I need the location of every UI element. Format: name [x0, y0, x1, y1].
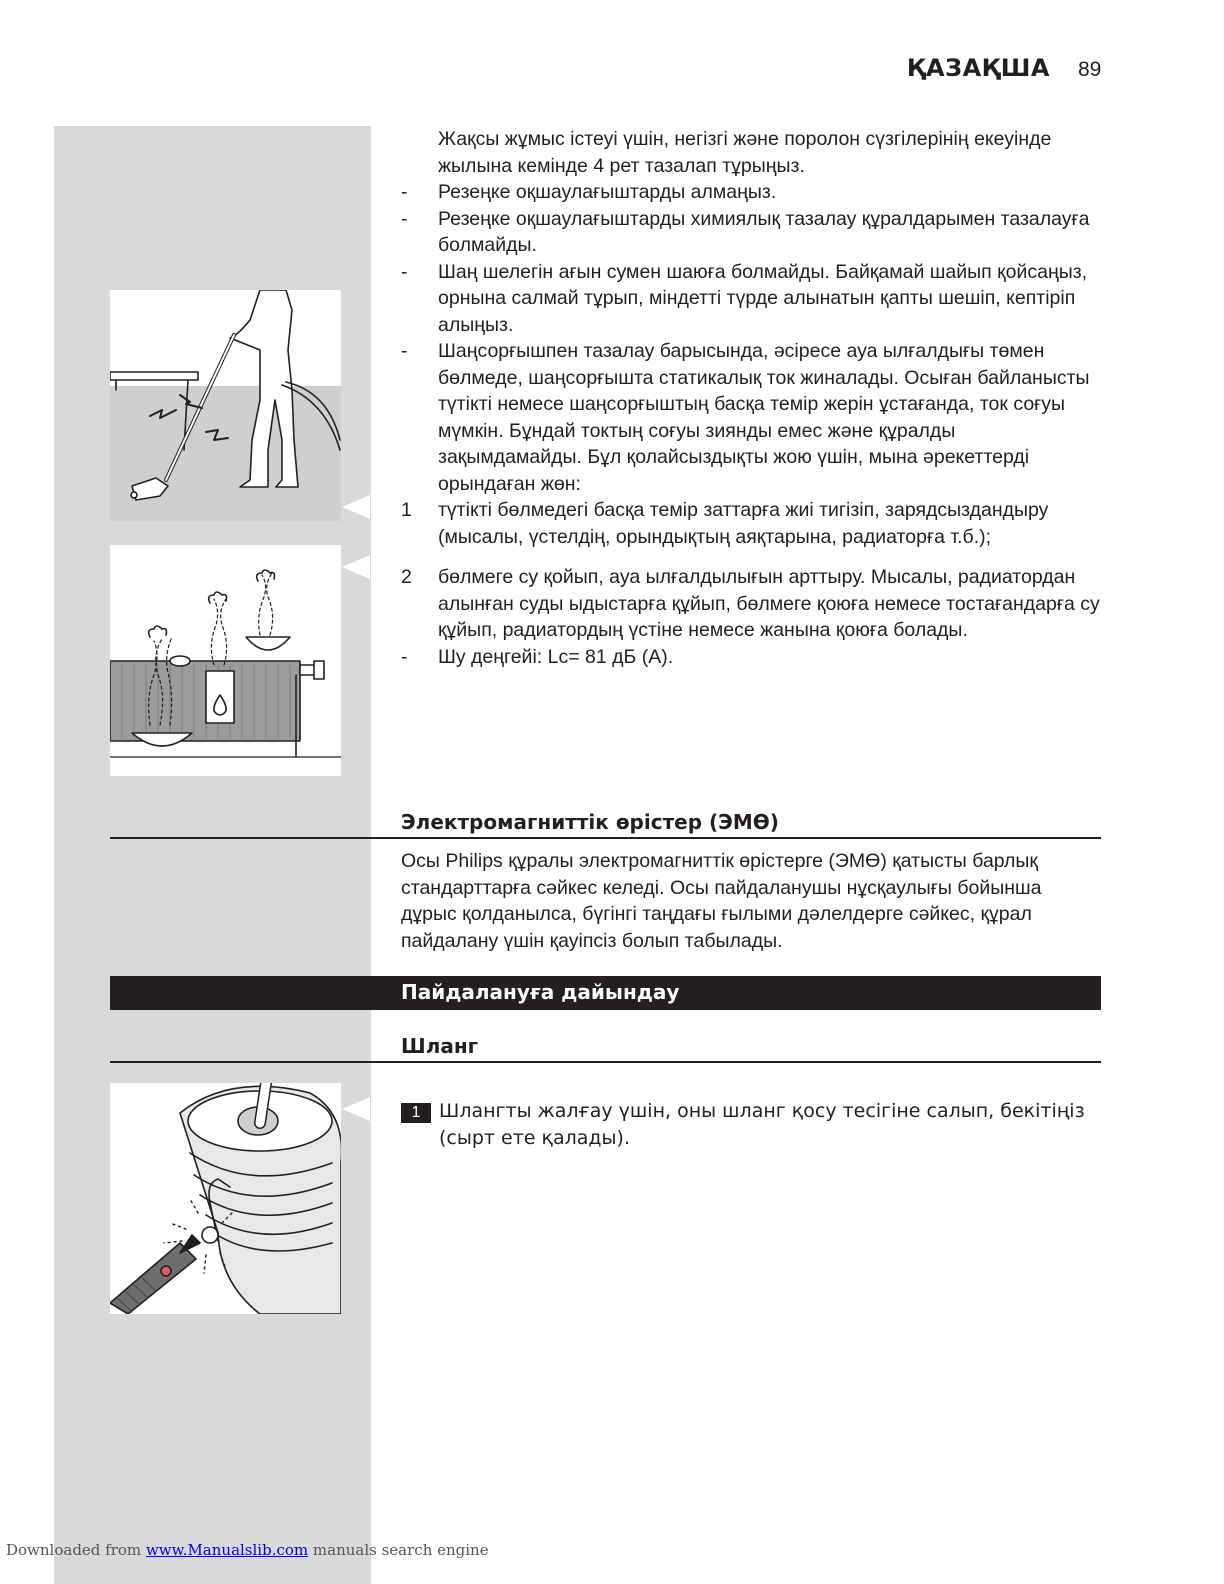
bullet-item — [401, 338, 1101, 497]
bullet-text: Резеңке оқшаулағыштарды химиялық тазалау құралдарымен тазалауға болмайды. — [438, 207, 1090, 256]
bullet-text: Шаң шелегін ағын сумен шаюға болмайды. Байқамай шайып қойсаңыз, орнына салмай тұрып, міндетті түрде алынатын қапты шешіп, кептіріп алыңыз. — [438, 260, 1088, 336]
bullet-item — [401, 259, 1101, 339]
hose-connection-illustration — [110, 1083, 341, 1314]
bullet-item — [401, 644, 1101, 671]
bullet-text: Шаңсорғышпен тазалау барысында, әсіресе ауа ылғалдығы төмен бөлмеде, шаңсорғышта статикалық ток жиналады. Осыған байланысты түтікті немесе шаңсорғыштың басқа темір жерін ұстағанда, ток соғуы мүмкін. Бұндай токтың соғуы зиянды емес және құралды зақымдамайды. Бұл қолайсыздықты жою үшін, мына әрекеттерді орындаған жөн: — [438, 340, 1090, 495]
number-marker: 1 — [401, 499, 412, 521]
section-divider — [110, 1061, 1101, 1063]
numbered-item — [401, 497, 1101, 550]
maintenance-notes — [401, 126, 1101, 670]
bullet-marker: - — [401, 340, 408, 362]
bullet-marker: - — [401, 207, 408, 230]
step-number-badge: 1 — [401, 1103, 431, 1123]
bullet-marker: - — [401, 645, 408, 668]
language-heading: ҚАЗАҚША — [906, 54, 1050, 82]
numbered-text: түтікті бөлмедегі басқа темір заттарға жиі тигізіп, зарядсыздандыру (мысалы, үстелдің, орындықтың аяқтарына, радиаторға т.б.); — [438, 499, 1049, 548]
emf-paragraph: Осы Philips құралы электромагниттік өрістерге (ЭМӨ) қатысты барлық стандарттарға сәйкес келеді. Осы пайдаланушы нұсқаулығы бойынша дұрыс қолданылса, бүгінгі таңдағы ғылыми дәлелдерге сәйкес, құрал пайдалану үшін қауіпсіз болып табылады. — [401, 850, 1042, 952]
bullet-marker: - — [401, 260, 408, 283]
figure-pointer — [342, 555, 370, 579]
prep-section-title: Пайдалануға дайындау — [401, 980, 680, 1004]
hose-section-title: Шланг — [401, 1034, 479, 1058]
figure-pointer — [342, 1097, 370, 1121]
prep-section-banner — [110, 976, 1101, 1010]
footer-prefix: Downloaded from — [6, 1541, 142, 1559]
emf-section-title: Электромагниттік өрістер (ЭМӨ) — [401, 810, 779, 834]
download-footer — [6, 1541, 489, 1559]
number-marker: 2 — [401, 566, 412, 588]
bullet-text: Резеңке оқшаулағыштарды алмаңыз. — [438, 181, 777, 203]
bullet-item — [401, 179, 1101, 206]
section-divider — [110, 837, 1101, 839]
noise-level-text: Шу деңгейі: Lc= 81 дБ (A). — [438, 645, 674, 668]
footer-suffix: manuals search engine — [312, 1541, 489, 1559]
bullet-item — [401, 206, 1101, 259]
numbered-text: бөлмеге су қойып, ауа ылғалдылығын арттыру. Мысалы, радиатордан алынған суды ыдыстарға құйып, бөлмеге қоюға немесе тостағандарға су құйып, радиатордың үстіне немесе жанына қоюға болады. — [438, 566, 1100, 641]
intro-text: Жақсы жұмыс істеуі үшін, негізгі және поролон сүзгілерінің екеуінде жылына кемінде 4 рет тазалап тұрыңыз. — [438, 128, 1052, 177]
numbered-item — [401, 564, 1101, 644]
step-instruction: Шлангты жалғау үшін, оны шланг қосу тесігіне салып, бекітіңіз (сырт ете қалады). — [439, 1100, 1085, 1149]
static-shock-illustration — [110, 290, 341, 521]
radiator-humidity-illustration — [110, 545, 341, 776]
figure-pointer — [342, 495, 370, 519]
page-number: 89 — [1078, 58, 1102, 81]
bullet-marker: - — [401, 181, 408, 203]
manualslib-link[interactable]: www.Manualslib.com — [145, 1541, 309, 1559]
intro-paragraph — [401, 126, 1101, 179]
